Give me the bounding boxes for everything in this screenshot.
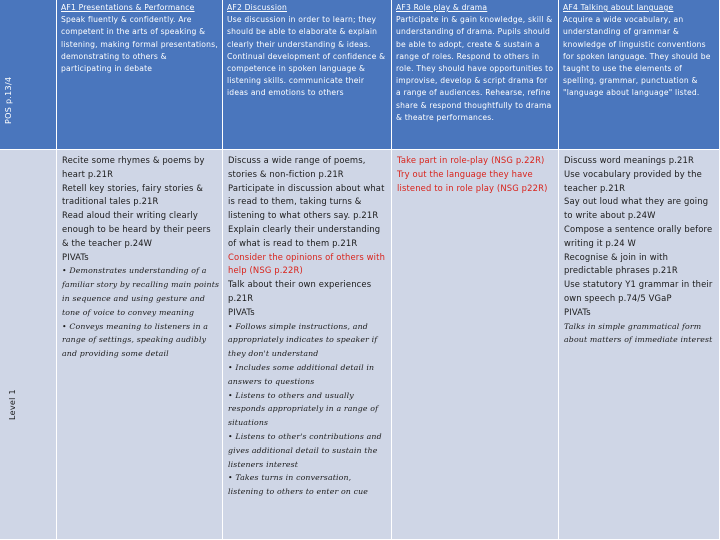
list-item: Consider the opinions of others with help (NSG p.22R) bbox=[228, 251, 388, 276]
list-item: Talks in simple grammatical form about matters of immediate interest bbox=[564, 321, 713, 345]
list-item: • Demonstrates understanding of a familiar story by recalling main points in sequence and using gesture and tone of voice to convey meaning bbox=[62, 266, 222, 317]
header-af3 bbox=[392, 0, 559, 150]
level1-af2-list bbox=[223, 150, 391, 499]
list-item: Read aloud their writing clearly enough to be heard by their peers & the teacher p.24W bbox=[62, 210, 214, 248]
list-item: Talk about their own experiences p.21R bbox=[228, 279, 375, 303]
list-item: Participate in discussion about what is read to them, taking turns & listening to what others say. p.21R bbox=[228, 182, 388, 221]
level-label: Level 1 bbox=[8, 389, 17, 420]
row-label-level bbox=[0, 150, 57, 540]
header-af3-title: AF3 Role play & drama bbox=[396, 3, 488, 12]
level1-af2-cell bbox=[223, 150, 392, 540]
header-af4-title: AF4 Talking about language bbox=[563, 3, 674, 12]
list-item: Use statutory Y1 grammar in their own speech p.74/5 VGaP bbox=[564, 279, 716, 303]
list-item: • Takes turns in conversation, listening to others to enter on cue bbox=[228, 473, 369, 497]
header-af3-text: Participate in & gain knowledge, skill & understanding of drama. Pupils should be able to adopt, create & sustain a range of roles. Respond to others in role. They should have opportunities to improvise, develop & script drama for a range of audiences. Rehearse, refine share & respond thoughtfully to drama & theatre performances. bbox=[396, 15, 554, 122]
list-item: Discuss word meanings p.21R bbox=[564, 155, 694, 165]
list-item: • Listens to other's contributions and gives additional detail to sustain the listeners interest bbox=[228, 431, 385, 469]
list-item: Discuss a wide range of poems, stories & non-fiction p.21R bbox=[228, 155, 369, 179]
list-item: • Listens to others and usually responds appropriately in a range of situations bbox=[228, 390, 381, 428]
level1-af1-list bbox=[57, 150, 222, 361]
list-item: Take part in role-play (NSG p.22R) bbox=[397, 155, 545, 165]
list-item: Retell key stories, fairy stories & traditional tales p.21R bbox=[62, 182, 206, 207]
list-item: Try out the language they have listened to in role play (NSG p22R) bbox=[397, 168, 548, 193]
header-af4-text: Acquire a wide vocabulary, an understanding of grammar & knowledge of linguistic conventions for spoken language. They should be taught to use the elements of spelling, grammar, punctuation & "language about language" listed. bbox=[563, 15, 711, 98]
level1-af4-list bbox=[559, 150, 719, 347]
level1-af3-cell bbox=[392, 150, 559, 540]
header-af2-title: AF2 Discussion bbox=[227, 3, 287, 12]
header-af2-text: Use discussion in order to learn; they should be able to elaborate & explain clearly their understanding & ideas. Continual development of confidence & competence in spoken language & listening skills. communicate their ideas and emotions to others bbox=[227, 15, 386, 98]
row-label-pos bbox=[0, 0, 57, 150]
pos-reference-label: POS p.13/4 bbox=[4, 76, 13, 124]
list-item: Explain clearly their understanding of what is read to them p.21R bbox=[228, 223, 384, 248]
header-af2 bbox=[223, 0, 392, 150]
list-item: Compose a sentence orally before writing it p.24 W bbox=[564, 223, 716, 248]
list-item: • Conveys meaning to listeners in a range of settings, speaking audibly and providing some detail bbox=[62, 321, 211, 359]
list-item: PIVATs bbox=[228, 306, 255, 317]
level1-af4-cell bbox=[559, 150, 720, 540]
level1-af3-list bbox=[392, 150, 558, 195]
list-item: • Includes some additional detail in answers to questions bbox=[228, 362, 377, 386]
header-af4 bbox=[559, 0, 720, 150]
list-item: PIVATs bbox=[564, 306, 591, 317]
level1-af1-cell bbox=[57, 150, 223, 540]
list-item: Recite some rhymes & poems by heart p.21R bbox=[62, 155, 208, 179]
header-af1-title: AF1 Presentations & Performance bbox=[61, 3, 195, 12]
header-af1-text: Speak fluently & confidently. Are competent in the arts of speaking & listening, making formal presentations, demonstrating to others & participating in debate bbox=[61, 15, 218, 74]
list-item: Use vocabulary provided by the teacher p.21R bbox=[564, 168, 705, 193]
list-item: PIVATs bbox=[62, 251, 89, 262]
header-af1 bbox=[57, 0, 223, 150]
list-item: • Follows simple instructions, and appropriately indicates to speaker if they don't understand bbox=[228, 321, 380, 359]
list-item: Say out loud what they are going to write about p.24W bbox=[564, 196, 711, 221]
list-item: Recognise & join in with predictable phrases p.21R bbox=[564, 251, 678, 276]
